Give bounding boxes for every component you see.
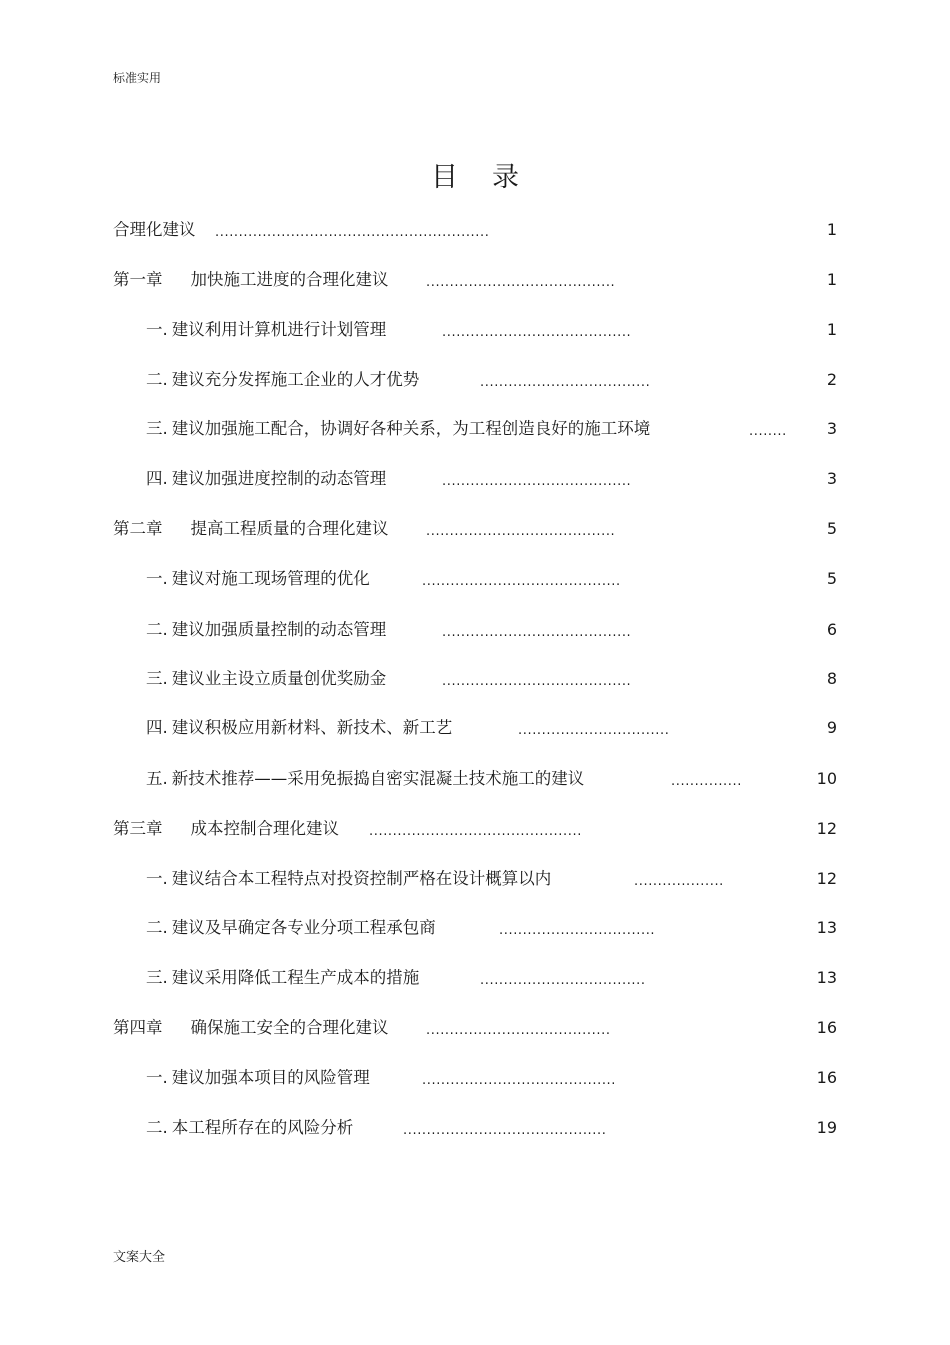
- toc-dot-leader: ...................................: [480, 973, 646, 988]
- toc-entry-title: [146, 467, 386, 491]
- toc-entry-title: [113, 817, 339, 841]
- toc-entry-title: [146, 667, 386, 691]
- toc-dot-leader: ........: [749, 424, 787, 439]
- toc-entry-label: 建议加强本项目的风险管理: [171, 1068, 370, 1087]
- toc-entry-number: 二.: [146, 370, 168, 389]
- toc-entry[interactable]: [0, 567, 950, 591]
- toc-entry-label: 建议加强质量控制的动态管理: [171, 620, 387, 639]
- toc-entry-label: 建议采用降低工程生产成本的措施: [171, 968, 420, 987]
- toc-entry-number: 第二章: [113, 519, 163, 538]
- toc-page-number: 5: [826, 569, 837, 588]
- toc-entry-number: 四.: [146, 718, 168, 737]
- toc-dot-leader: ...........................................: [403, 1123, 607, 1138]
- toc-entry[interactable]: [0, 817, 950, 841]
- toc-dot-leader: ..........................................................: [215, 225, 490, 240]
- toc-entry[interactable]: [0, 618, 950, 642]
- page-footer: 文案大全: [113, 1250, 166, 1265]
- toc-entry-label: 成本控制合理化建议: [190, 819, 339, 838]
- toc-page-number: 2: [826, 370, 837, 389]
- toc-dot-leader: .................................: [499, 923, 656, 938]
- toc-page-number: 3: [826, 469, 837, 488]
- toc-page-number: 19: [816, 1118, 837, 1137]
- toc-entry-title: [146, 716, 452, 740]
- toc-entry-number: 三.: [146, 968, 168, 987]
- toc-entry-title: [146, 767, 584, 791]
- toc-entry-title: [146, 1116, 353, 1140]
- toc-entry-title: [113, 268, 389, 292]
- toc-entry-label: 加快施工进度的合理化建议: [190, 270, 389, 289]
- toc-dot-leader: .........................................: [422, 1073, 617, 1088]
- toc-page-number: 13: [816, 968, 837, 987]
- toc-entry-label: 建议及早确定各专业分项工程承包商: [171, 918, 436, 937]
- toc-entry-title: [146, 318, 386, 342]
- page-header: 标准实用: [113, 71, 162, 85]
- toc-entry-title: [146, 916, 436, 940]
- toc-dot-leader: ..........................................: [422, 574, 621, 589]
- toc-entry-number: 一.: [146, 869, 168, 888]
- toc-entry-label: 合理化建议: [113, 220, 196, 239]
- toc-entry-number: 第一章: [113, 270, 163, 289]
- toc-dot-leader: ...................: [634, 874, 724, 889]
- toc-page-number: 12: [816, 819, 837, 838]
- toc-title: 目录: [431, 162, 553, 193]
- toc-entry[interactable]: [0, 318, 950, 342]
- toc-page-number: 16: [816, 1018, 837, 1037]
- toc-page-number: 9: [826, 718, 837, 737]
- toc-entry[interactable]: [0, 916, 950, 940]
- toc-entry-title: [113, 517, 389, 541]
- toc-entry[interactable]: [0, 268, 950, 292]
- toc-entry-number: 一.: [146, 320, 168, 339]
- toc-entry[interactable]: [0, 767, 950, 791]
- toc-entry[interactable]: [0, 667, 950, 691]
- toc-entry-title: [146, 368, 419, 392]
- toc-entry-title: [146, 1066, 370, 1090]
- toc-entry-number: 一.: [146, 569, 168, 588]
- toc-entry-number: 三.: [146, 669, 168, 688]
- toc-entry-label: 建议结合本工程特点对投资控制严格在设计概算以内: [171, 869, 552, 888]
- toc-entry-label: 本工程所存在的风险分析: [171, 1118, 354, 1137]
- toc-entry-title: [146, 567, 370, 591]
- toc-entry[interactable]: [0, 867, 950, 891]
- toc-entry-label: 建议对施工现场管理的优化: [171, 569, 370, 588]
- toc-entry[interactable]: [0, 1066, 950, 1090]
- toc-entry-number: 二.: [146, 620, 168, 639]
- toc-dot-leader: ................................: [518, 723, 670, 738]
- toc-entry[interactable]: [0, 517, 950, 541]
- toc-page-number: 6: [826, 620, 837, 639]
- toc-entry-number: 第四章: [113, 1018, 163, 1037]
- toc-page-number: 16: [816, 1068, 837, 1087]
- toc-entry[interactable]: [0, 966, 950, 990]
- toc-entry[interactable]: [0, 368, 950, 392]
- toc-entry-number: 第三章: [113, 819, 163, 838]
- toc-entry-number: 二.: [146, 918, 168, 937]
- toc-entry-label: 建议利用计算机进行计划管理: [171, 320, 387, 339]
- toc-dot-leader: ........................................: [426, 524, 616, 539]
- toc-dot-leader: ........................................: [442, 325, 632, 340]
- toc-entry[interactable]: [0, 1116, 950, 1140]
- toc-dot-leader: ........................................: [442, 674, 632, 689]
- toc-entry-label: 建议积极应用新材料、新技术、新工艺: [171, 718, 453, 737]
- toc-page-number: 8: [826, 669, 837, 688]
- toc-page-number: 10: [816, 769, 837, 788]
- toc-entry-label: 建议充分发挥施工企业的人才优势: [171, 370, 420, 389]
- toc-entry-number: 一.: [146, 1068, 168, 1087]
- toc-entry[interactable]: [0, 417, 950, 441]
- toc-entry[interactable]: [0, 467, 950, 491]
- toc-entry-label: 建议业主设立质量创优奖励金: [171, 669, 387, 688]
- toc-entry-number: 四.: [146, 469, 168, 488]
- toc-page-number: 3: [826, 419, 837, 438]
- toc-entry[interactable]: [0, 218, 950, 242]
- toc-entry-title: [113, 1016, 389, 1040]
- toc-entry-label: 建议加强进度控制的动态管理: [171, 469, 387, 488]
- toc-page-number: 13: [816, 918, 837, 937]
- toc-dot-leader: .......................................: [426, 1023, 611, 1038]
- toc-dot-leader: .............................................: [369, 824, 582, 839]
- toc-dot-leader: ...............: [671, 774, 742, 789]
- toc-entry[interactable]: [0, 716, 950, 740]
- toc-dot-leader: ........................................: [442, 625, 632, 640]
- toc-entry-title: [146, 966, 419, 990]
- toc-entry-title: [146, 618, 386, 642]
- toc-dot-leader: ........................................: [426, 275, 616, 290]
- toc-dot-leader: ....................................: [480, 375, 651, 390]
- toc-entry-number: 二.: [146, 1118, 168, 1137]
- toc-entry[interactable]: [0, 1016, 950, 1040]
- toc-page-number: 1: [826, 320, 837, 339]
- toc-entry-label: 新技术推荐——采用免振捣自密实混凝土技术施工的建议: [171, 769, 585, 788]
- toc-page-number: 1: [826, 220, 837, 239]
- toc-entry-label: 确保施工安全的合理化建议: [190, 1018, 389, 1037]
- toc-entry-number: 三.: [146, 419, 168, 438]
- toc-page-number: 1: [826, 270, 837, 289]
- toc-entry-number: 五.: [146, 769, 168, 788]
- toc-entry-title: [113, 218, 196, 242]
- toc-entry-title: [146, 867, 551, 891]
- toc-entry-title: [146, 417, 650, 441]
- toc-page-number: 12: [816, 869, 837, 888]
- toc-entry-label: 建议加强施工配合，协调好各种关系，为工程创造良好的施工环境: [171, 419, 651, 438]
- toc-entry-label: 提高工程质量的合理化建议: [190, 519, 389, 538]
- toc-page-number: 5: [826, 519, 837, 538]
- toc-dot-leader: ........................................: [442, 474, 632, 489]
